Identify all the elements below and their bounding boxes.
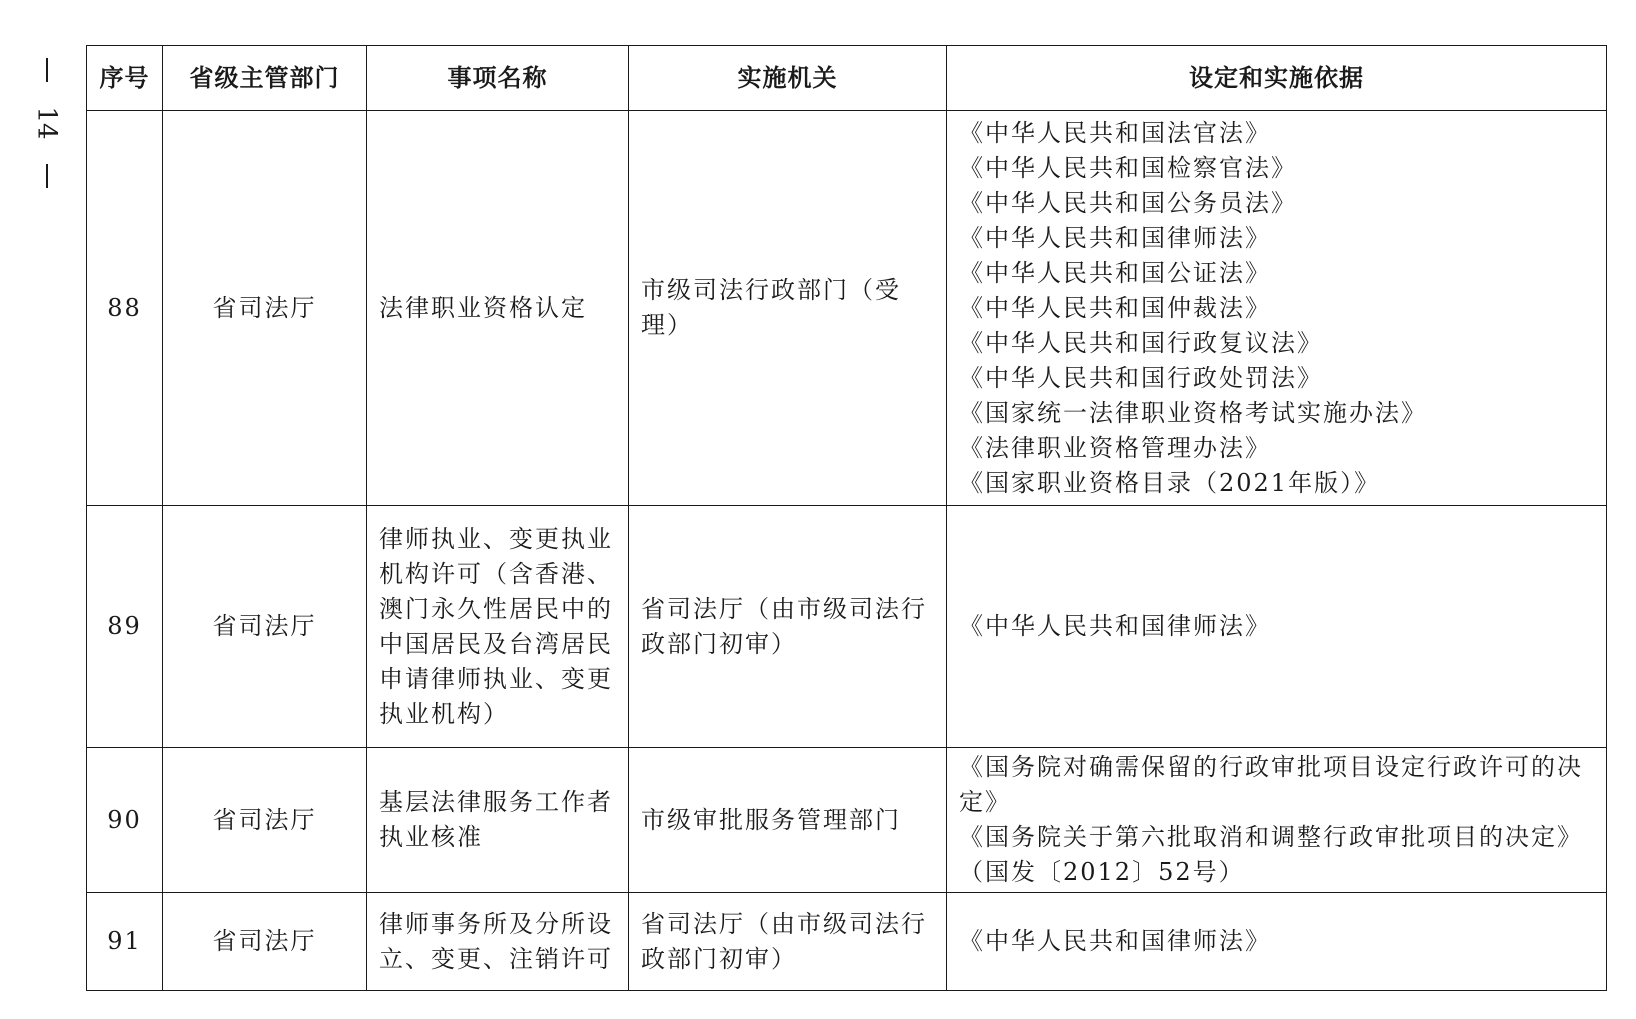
row-agency: 省司法厅（由市级司法行政部门初审） (629, 893, 947, 991)
header-agency: 实施机关 (629, 46, 947, 111)
row-number: 88 (87, 111, 163, 506)
basis-line: 《国务院关于第六批取消和调整行政审批项目的决定》（国发〔2012〕52号） (959, 823, 1583, 886)
page-number-text: 14 (32, 106, 62, 140)
basis-line: 《中华人民共和国公证法》 (959, 258, 1271, 287)
header-number: 序号 (87, 46, 163, 111)
page-number (22, 58, 72, 188)
table-row (87, 748, 1607, 893)
basis-line: 《中华人民共和国检察官法》 (959, 153, 1297, 182)
row-item-name: 律师执业、变更执业机构许可（含香港、澳门永久性居民中的中国居民及台湾居民申请律师执业、变更执业机构） (367, 506, 629, 748)
row-agency: 省司法厅（由市级司法行政部门初审） (629, 506, 947, 748)
row-agency: 市级司法行政部门（受理） (629, 111, 947, 506)
page-number-dash-top (46, 58, 48, 82)
row-department: 省司法厅 (163, 748, 367, 893)
basis-line: 《中华人民共和国律师法》 (959, 612, 1271, 640)
basis-line: 《中华人民共和国法官法》 (959, 118, 1271, 147)
header-item-name: 事项名称 (367, 46, 629, 111)
row-number: 89 (87, 506, 163, 748)
approval-items-table (86, 45, 1607, 991)
row-department: 省司法厅 (163, 506, 367, 748)
row-basis (947, 506, 1607, 748)
row-department: 省司法厅 (163, 111, 367, 506)
header-department: 省级主管部门 (163, 46, 367, 111)
header-basis: 设定和实施依据 (947, 46, 1607, 111)
basis-line: 《中华人民共和国仲裁法》 (959, 293, 1271, 322)
table-header-row (87, 46, 1607, 111)
row-item-name: 基层法律服务工作者执业核准 (367, 748, 629, 893)
table-row (87, 893, 1607, 991)
row-item-name: 法律职业资格认定 (367, 111, 629, 506)
table-row (87, 111, 1607, 506)
row-number: 90 (87, 748, 163, 893)
row-basis (947, 893, 1607, 991)
row-number: 91 (87, 893, 163, 991)
page-number-dash-bottom (46, 164, 48, 188)
basis-line: 《中华人民共和国行政复议法》 (959, 328, 1323, 357)
row-basis (947, 111, 1607, 506)
row-agency: 市级审批服务管理部门 (629, 748, 947, 893)
basis-line: 《中华人民共和国行政处罚法》 (959, 363, 1323, 392)
basis-line: 《国务院对确需保留的行政审批项目设定行政许可的决定》 (959, 753, 1583, 816)
row-department: 省司法厅 (163, 893, 367, 991)
basis-line: 《中华人民共和国律师法》 (959, 223, 1271, 252)
basis-line: 《国家统一法律职业资格考试实施办法》 (959, 398, 1427, 427)
row-basis (947, 748, 1607, 893)
row-item-name: 律师事务所及分所设立、变更、注销许可 (367, 893, 629, 991)
basis-line: 《国家职业资格目录（2021年版）》 (959, 468, 1381, 497)
table-row (87, 506, 1607, 748)
basis-line: 《中华人民共和国公务员法》 (959, 188, 1297, 217)
basis-line: 《法律职业资格管理办法》 (959, 433, 1271, 462)
basis-line: 《中华人民共和国律师法》 (959, 927, 1271, 955)
